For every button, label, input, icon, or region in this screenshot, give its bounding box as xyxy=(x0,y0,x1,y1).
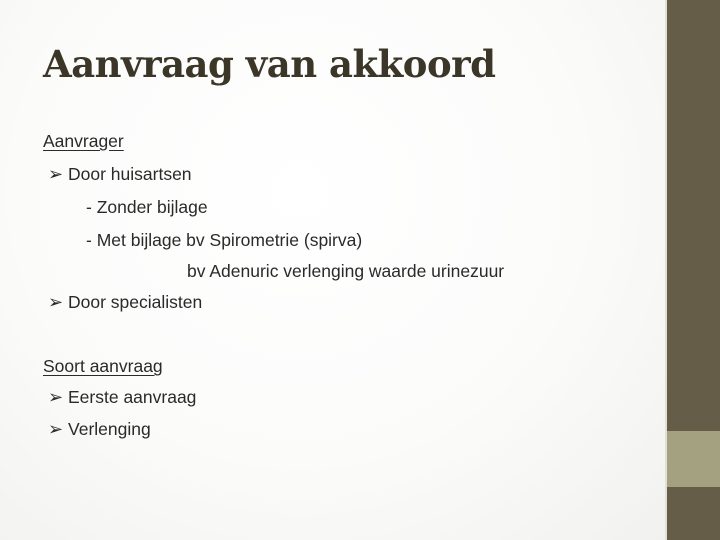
bullet-text: Door specialisten xyxy=(68,292,203,312)
bullet-text: Door huisartsen xyxy=(68,164,192,184)
arrow-bullet-icon: ➢ xyxy=(48,292,64,312)
slide-title: Aanvraag van akkoord xyxy=(43,42,496,86)
arrow-bullet-icon: ➢ xyxy=(48,164,64,184)
bullet-text: Verlenging xyxy=(68,419,151,439)
bullet-item-specialisten xyxy=(48,291,202,313)
arrow-bullet-icon: ➢ xyxy=(48,419,64,439)
bullet-text: Eerste aanvraag xyxy=(68,387,197,407)
section-heading-soort-aanvraag: Soort aanvraag xyxy=(43,356,163,376)
arrow-bullet-icon: ➢ xyxy=(48,387,64,407)
sidebar-accent-block xyxy=(667,431,720,487)
bullet-item-verlenging xyxy=(48,418,151,440)
sub-item-zonder-bijlage: - Zonder bijlage xyxy=(86,197,208,217)
section-heading-aanvrager: Aanvrager xyxy=(43,131,124,151)
bullet-item-huisartsen xyxy=(48,163,192,185)
sub-item-met-bijlage: - Met bijlage bv Spirometrie (spirva) xyxy=(86,230,363,250)
bullet-item-eerste-aanvraag xyxy=(48,386,196,408)
sub-item-adenuric: bv Adenuric verlenging waarde urinezuur xyxy=(187,261,505,281)
